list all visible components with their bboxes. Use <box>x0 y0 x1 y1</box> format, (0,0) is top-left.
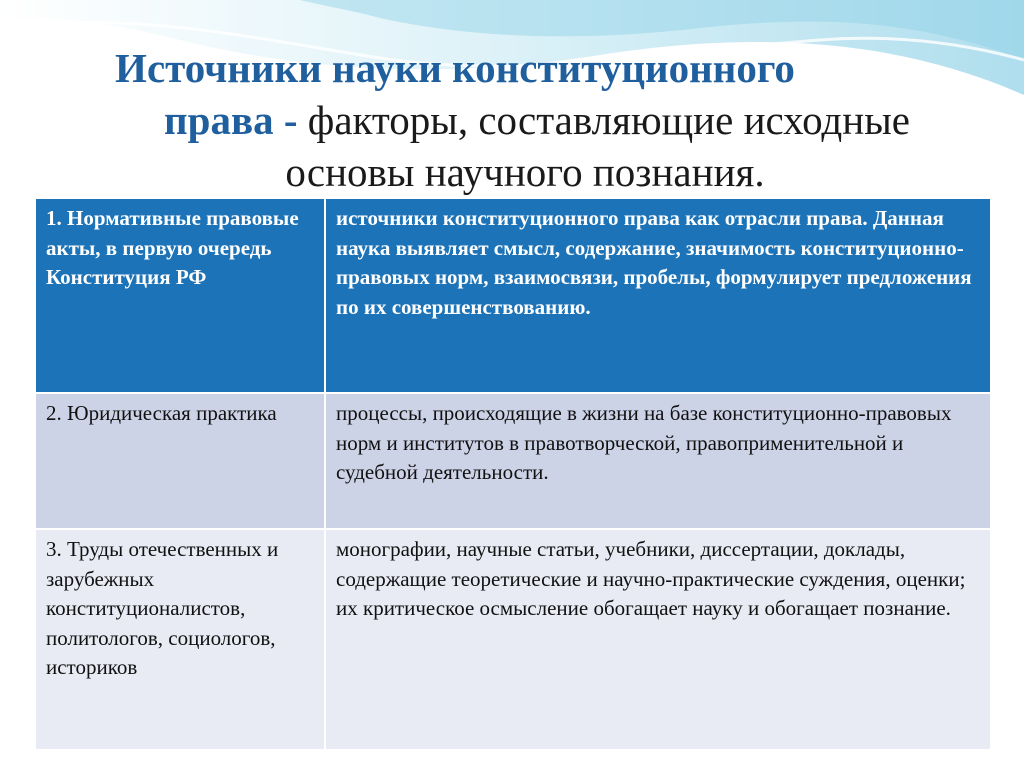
table-row <box>35 198 991 393</box>
description-cell: процессы, происходящие в жизни на базе конституционно-правовых норм и институтов в правотворческой, правоприменительной и судебной деятельности. <box>325 393 991 529</box>
source-cell: 3. Труды отечественных и зарубежных конституционалистов, политологов, социологов, историков <box>35 529 325 750</box>
source-cell: 2. Юридическая практика <box>35 393 325 529</box>
title-line-2 <box>72 94 1002 146</box>
title-accent-term: права - <box>164 97 298 143</box>
sources-table <box>34 197 992 751</box>
table-row <box>35 393 991 529</box>
description-cell: источники конституционного права как отрасли права. Данная наука выявляет смысл, содержание, значимость конституционно-правовых норм, взаимосвязи, пробелы, формулирует предложения по их совершенствованию. <box>325 198 991 393</box>
slide-title <box>60 42 990 198</box>
description-cell: монографии, научные статьи, учебники, диссертации, доклады, содержащие теоретические и научно-практические суждения, оценки; их критическое осмысление обогащает науку и обогащает познание. <box>325 529 991 750</box>
source-cell: 1. Нормативные правовые акты, в первую очередь Конституция РФ <box>35 198 325 393</box>
title-line-1: Источники науки конституционного <box>115 45 795 91</box>
title-line-3: основы научного познания. <box>285 149 765 195</box>
table-row <box>35 529 991 750</box>
title-line-2-rest: факторы, составляющие исходные <box>297 97 910 143</box>
